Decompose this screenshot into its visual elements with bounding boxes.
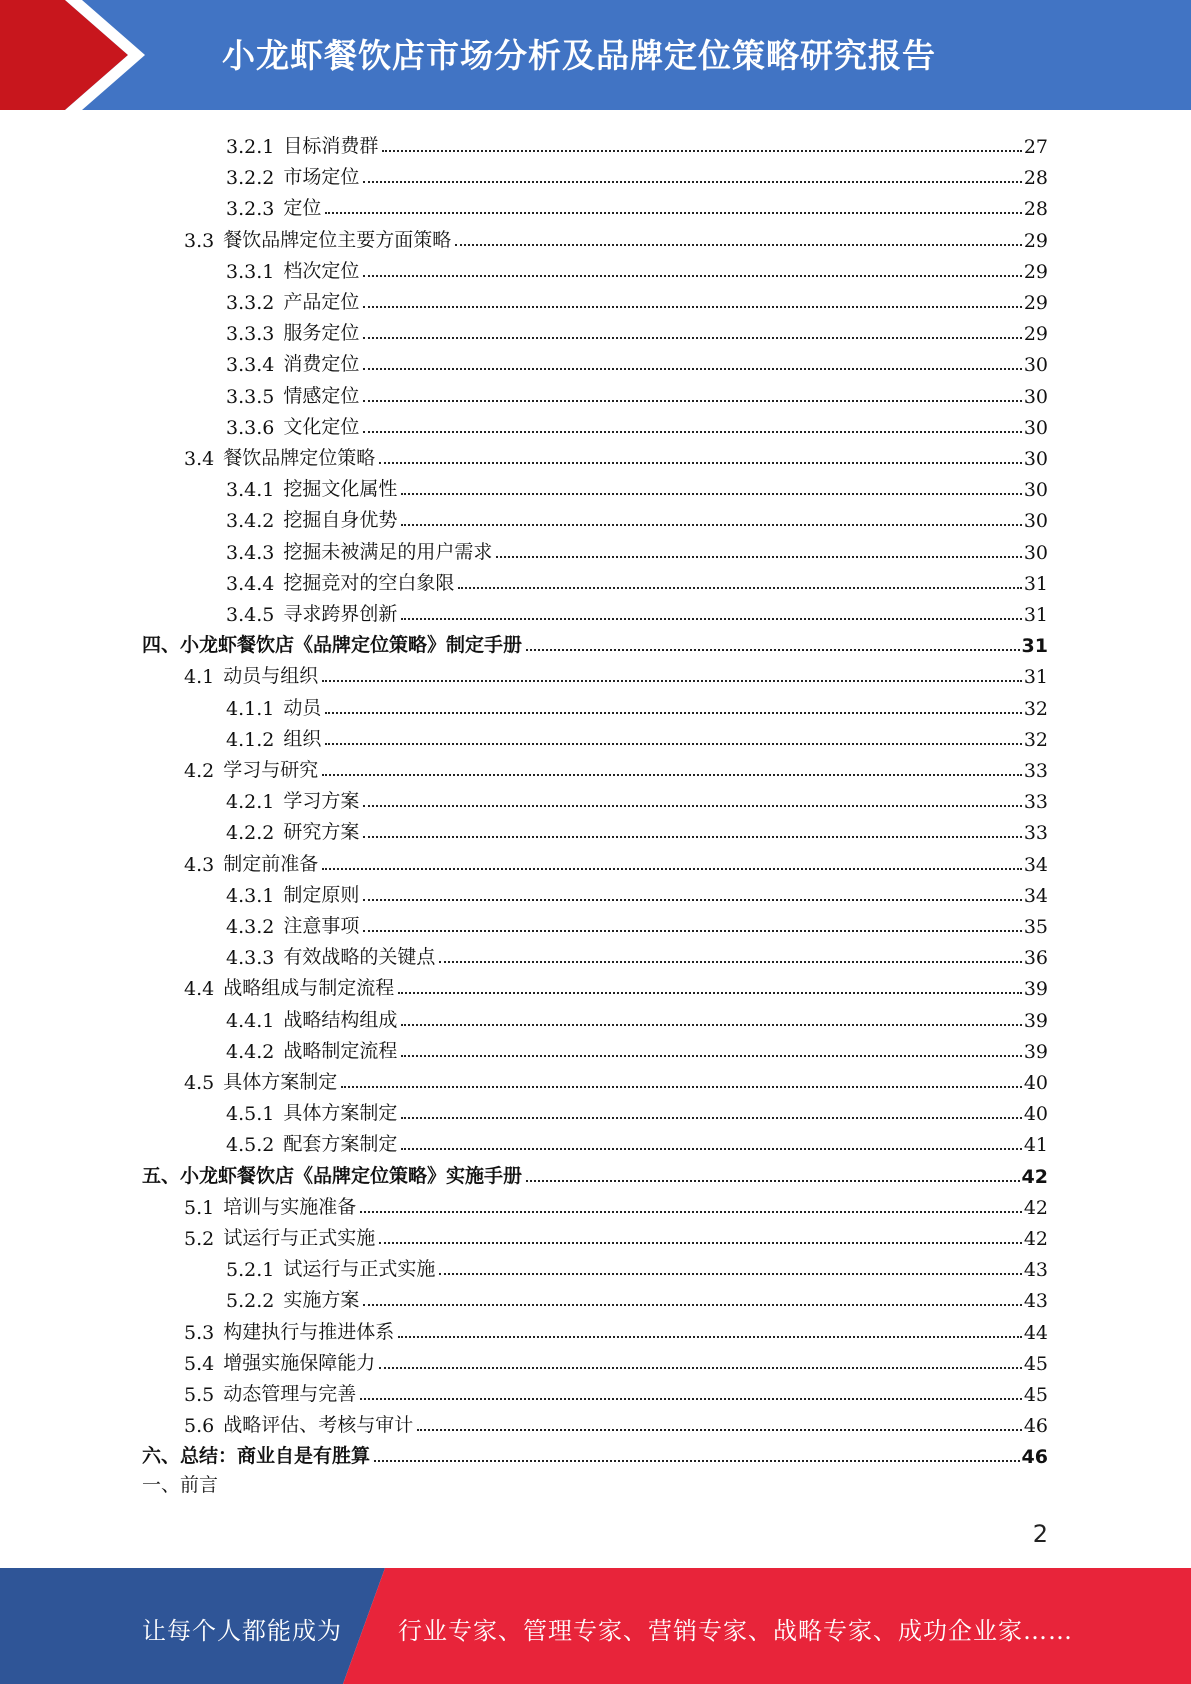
toc-entry[interactable] [226,907,1048,938]
toc-entry-page: 28 [1023,198,1048,221]
toc-entry-page: 46 [1021,1446,1048,1469]
toc-entry[interactable] [226,1032,1048,1063]
toc-dot-leader [417,1428,1022,1431]
toc-entry-page: 33 [1023,791,1048,814]
toc-entry-page: 45 [1023,1384,1048,1406]
toc-entry-number: 4.3.3 [226,947,275,970]
toc-entry-page: 39 [1023,978,1048,1001]
toc-dot-leader [496,555,1021,558]
toc-entry-page: 29 [1023,323,1048,346]
toc-dot-leader [398,991,1022,994]
toc-entry-number: 3.3.3 [226,323,275,346]
toc-entry[interactable] [226,252,1048,283]
toc-entry-page: 31 [1023,666,1048,689]
toc-entry[interactable] [226,1094,1048,1125]
toc-entry-title: 试运行与正式实施 [283,1258,436,1281]
toc-dot-leader [363,399,1021,402]
toc-entry-title: 战略结构组成 [283,1008,398,1031]
toc-entry[interactable] [184,657,1048,688]
toc-dot-leader [379,461,1022,464]
toc-dot-leader [363,180,1021,183]
toc-entry-title: 学习方案 [283,790,360,813]
toc-entry-number: 4.5.2 [226,1134,275,1157]
toc-entry-number: 4.4.1 [226,1009,275,1032]
toc-entry-title: 挖掘竞对的空白象限 [283,571,455,594]
toc-entry-page: 31 [1023,604,1048,626]
toc-entry-title: 动员 [283,696,322,719]
toc-entry-number: 3.4.5 [226,604,275,626]
toc-dot-leader [401,1116,1021,1119]
toc-dot-leader [363,1303,1021,1306]
toc-entry-title: 构建执行与推进体系 [223,1320,395,1343]
toc-entry-title: 增强实施保障能力 [223,1351,376,1374]
toc-entry-number: 4.3 [184,853,215,876]
toc-entry[interactable] [226,1250,1048,1281]
toc-entry[interactable] [226,564,1048,595]
toc-entry-page: 34 [1023,853,1048,876]
toc-entry-page: 30 [1023,510,1048,533]
toc-entry-number: 3.3.4 [226,354,275,377]
toc-dot-leader [341,1085,1022,1088]
toc-entry[interactable] [226,782,1048,813]
page-footer [0,1568,1191,1684]
toc-entry-page: 30 [1023,416,1048,439]
toc-entry-number: 3.2.3 [226,198,275,221]
toc-entry-title: 研究方案 [283,821,360,844]
toc-entry-page: 29 [1023,229,1048,252]
toc-entry-number: 3.3.2 [226,292,275,314]
toc-entry[interactable] [226,1125,1048,1156]
toc-dot-leader [363,929,1021,932]
toc-dot-leader [379,1366,1022,1369]
toc-dot-leader [360,1397,1022,1400]
toc-entry[interactable] [226,408,1048,439]
toc-entry[interactable] [184,1063,1048,1094]
toc-entry[interactable] [226,876,1048,907]
toc-entry-title: 四、小龙虾餐饮店《品牌定位策略》制定手册 [142,634,523,657]
toc-dot-leader [322,867,1022,870]
toc-entry-page: 39 [1023,1040,1048,1063]
toc-entry-number: 4.4 [184,978,215,1001]
toc-entry-page: 41 [1023,1134,1048,1157]
toc-entry-page: 30 [1023,541,1048,564]
toc-entry-title: 学习与研究 [223,759,319,781]
toc-entry-title: 目标消费群 [283,135,379,157]
toc-dot-leader [401,1054,1021,1057]
toc-entry-page: 31 [1023,572,1048,595]
toc-entry-number: 4.2 [184,760,215,782]
toc-entry-number: 5.1 [184,1196,215,1219]
toc-entry-title: 动态管理与完善 [223,1383,357,1405]
toc-entry-title: 具体方案制定 [283,1102,398,1125]
toc-entry[interactable] [226,1001,1048,1032]
toc-entry-page: 29 [1023,292,1048,314]
toc-entry-number: 4.5.1 [226,1103,275,1126]
toc-entry-page: 33 [1023,760,1048,782]
toc-entry-title: 有效战略的关键点 [283,946,436,969]
toc-entry[interactable] [184,439,1048,470]
toc-entry-number: 3.3 [184,229,215,252]
toc-entry-number: 5.2.1 [226,1259,275,1282]
toc-entry-page: 36 [1023,947,1048,970]
toc-entry-number: 3.4 [184,448,215,470]
toc-entry-number: 4.1.1 [226,697,275,720]
toc-entry-title: 组织 [283,727,322,750]
toc-entry[interactable] [184,751,1048,782]
toc-dot-leader [325,742,1021,745]
toc-entry-number: 4.3.1 [226,884,275,907]
toc-dot-leader [398,1335,1022,1338]
toc-dot-leader [526,648,1020,651]
toc-entry-number: 4.2.2 [226,822,275,845]
toc-entry-number: 3.4.3 [226,541,275,564]
toc-entry[interactable] [184,1219,1048,1250]
toc-dot-leader [458,586,1021,589]
toc-entry[interactable] [226,314,1048,345]
toc-dot-leader [363,336,1021,339]
toc-entry-title: 餐饮品牌定位策略 [223,447,376,469]
toc-dot-leader [322,679,1022,682]
page-number: 2 [1032,1520,1048,1548]
toc-entry[interactable] [226,127,1048,158]
toc-dot-leader [455,243,1022,246]
toc-dot-leader [401,1147,1021,1150]
toc-entry-page: 42 [1023,1196,1048,1219]
toc-dot-leader [363,305,1021,308]
toc-entry-page: 35 [1023,916,1048,938]
toc-entry-page: 30 [1023,354,1048,377]
toc-entry-title: 寻求跨界创新 [283,603,398,625]
toc-entry-title: 餐饮品牌定位主要方面策略 [223,228,452,251]
toc-entry-number: 5.4 [184,1352,215,1375]
toc-entry-page: 28 [1023,167,1048,190]
toc-entry-page: 30 [1023,479,1048,502]
toc-entry[interactable] [184,1344,1048,1375]
toc-dot-leader [401,523,1021,526]
toc-dot-leader [363,835,1021,838]
toc-entry[interactable] [226,689,1048,720]
toc-entry-page: 27 [1023,136,1048,158]
toc-entry[interactable] [184,1188,1048,1219]
toc-entry-page: 40 [1023,1103,1048,1126]
toc-entry-page: 31 [1021,635,1048,658]
toc-entry[interactable] [142,1157,1048,1188]
toc-entry-number: 5.2 [184,1228,215,1250]
toc-dot-leader [363,898,1021,901]
toc-entry-number: 3.4.2 [226,510,275,533]
toc-entry[interactable] [142,1437,1048,1468]
toc-entry-number: 3.4.1 [226,479,275,502]
toc-entry[interactable] [226,470,1048,501]
toc-entry-title: 试运行与正式实施 [223,1227,376,1249]
toc-dot-leader [439,960,1021,963]
toc-entry[interactable] [142,626,1048,657]
toc-entry[interactable] [184,221,1048,252]
toc-entry-page: 32 [1023,728,1048,751]
toc-entry-title: 战略制定流程 [283,1039,398,1062]
toc-entry-title: 六、总结：商业自是有胜算 [142,1445,371,1468]
toc-dot-leader [401,617,1021,620]
toc-entry[interactable] [184,1375,1048,1406]
toc-entry-number: 4.2.1 [226,791,275,814]
toc-entry[interactable] [184,1313,1048,1344]
footer-slogan-left: 让每个人都能成为 [142,1617,342,1645]
toc-entry-page: 42 [1021,1165,1048,1188]
toc-entry-page: 33 [1023,822,1048,845]
page-header [0,0,1191,110]
toc-entry[interactable] [226,938,1048,969]
toc-entry-number: 5.6 [184,1415,215,1438]
toc-entry-title: 情感定位 [283,384,360,407]
toc-entry-number: 4.3.2 [226,916,275,938]
toc-entry-title: 档次定位 [283,259,360,282]
toc-entry-number: 4.4.2 [226,1040,275,1063]
toc-entry[interactable] [226,813,1048,844]
toc-entry-page: 46 [1023,1415,1048,1438]
toc-entry-page: 40 [1023,1072,1048,1094]
toc-entry-title: 战略组成与制定流程 [223,977,395,1000]
toc-entry-title: 市场定位 [283,166,360,189]
toc-entry[interactable] [226,189,1048,220]
document-title: 小龙虾餐饮店市场分析及品牌定位策略研究报告 [222,36,936,75]
toc-entry-title: 培训与实施准备 [223,1195,357,1218]
toc-dot-leader [360,1210,1022,1213]
toc-entry[interactable] [184,969,1048,1000]
toc-entry-title: 挖掘自身优势 [283,509,398,532]
toc-entry-page: 39 [1023,1009,1048,1032]
toc-dot-leader [363,804,1021,807]
toc-entry[interactable] [226,720,1048,751]
toc-entry-number: 5.3 [184,1321,215,1344]
toc-dot-leader [325,711,1021,714]
toc-entry-page: 42 [1023,1228,1048,1250]
toc-dot-leader [363,274,1021,277]
toc-entry-page: 45 [1023,1352,1048,1375]
toc-dot-leader [363,367,1021,370]
toc-entry-title: 定位 [283,197,322,220]
toc-dot-leader [526,1179,1020,1182]
toc-entry[interactable] [226,1281,1048,1312]
toc-dot-leader [322,773,1022,776]
toc-entry-title: 服务定位 [283,322,360,345]
toc-entry-title: 文化定位 [283,415,360,438]
toc-entry-title: 具体方案制定 [223,1071,338,1093]
toc-entry-page: 44 [1023,1321,1048,1344]
toc-entry-number: 3.3.5 [226,385,275,408]
toc-entry-number: 3.3.6 [226,416,275,439]
toc-entry[interactable] [226,158,1048,189]
toc-entry-number: 4.1.2 [226,728,275,751]
toc-entry-title: 挖掘未被满足的用户需求 [283,540,493,563]
toc-entry-title: 注意事项 [283,915,360,937]
toc-entry-title: 动员与组织 [223,665,319,688]
toc-entry-number: 3.2.2 [226,167,275,190]
toc-entry-title: 产品定位 [283,291,360,313]
footer-slogan-right: 行业专家、管理专家、营销专家、战略专家、成功企业家…… [398,1617,1073,1645]
toc-dot-leader [374,1459,1020,1462]
toc-entry-title: 消费定位 [283,353,360,376]
toc-entry-page: 32 [1023,697,1048,720]
toc-entry-page: 29 [1023,260,1048,283]
toc-entry[interactable] [226,377,1048,408]
toc-entry-page: 43 [1023,1290,1048,1313]
toc-entry-title: 五、小龙虾餐饮店《品牌定位策略》实施手册 [142,1164,523,1187]
toc-entry-number: 4.1 [184,666,215,689]
toc-entry[interactable] [226,533,1048,564]
toc-entry-title: 制定原则 [283,883,360,906]
toc-dot-leader [382,149,1021,152]
toc-entry-title: 挖掘文化属性 [283,478,398,501]
toc-entry[interactable] [226,501,1048,532]
toc-entry-page: 30 [1023,385,1048,408]
toc-dot-leader [325,211,1021,214]
toc-entry-number: 5.2.2 [226,1290,275,1313]
toc-entry-number: 5.5 [184,1384,215,1406]
toc-entry[interactable] [184,1406,1048,1437]
toc-entry-title: 配套方案制定 [283,1133,398,1156]
toc-dot-leader [401,1023,1021,1026]
toc-entry-title: 战略评估、考核与审计 [223,1414,414,1437]
toc-entry-number: 4.5 [184,1072,215,1094]
toc-entry-title: 实施方案 [283,1289,360,1312]
toc-entry[interactable] [226,345,1048,376]
toc-entry-title: 制定前准备 [223,852,319,875]
preface-heading: 一、前言 [142,1474,219,1496]
toc-dot-leader [363,430,1021,433]
toc-dot-leader [439,1272,1021,1275]
toc-entry-page: 30 [1023,448,1048,470]
toc-entry-number: 3.3.1 [226,260,275,283]
toc-dot-leader [379,1241,1022,1244]
toc-entry-number: 3.2.1 [226,136,275,158]
toc-entry[interactable] [226,595,1048,626]
toc-entry[interactable] [184,845,1048,876]
toc-dot-leader [401,492,1021,495]
toc-entry-number: 3.4.4 [226,572,275,595]
toc-entry-page: 34 [1023,884,1048,907]
toc-entry-page: 43 [1023,1259,1048,1282]
toc-entry[interactable] [226,283,1048,314]
